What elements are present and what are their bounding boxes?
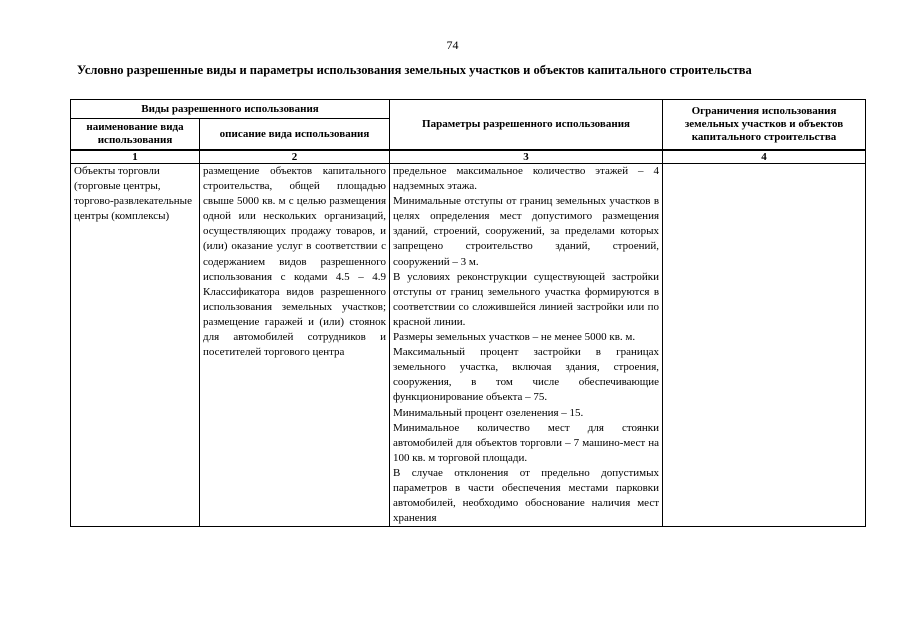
page-number: 74 <box>446 38 459 52</box>
header-group-use-types: Виды разрешенного использования <box>71 100 390 119</box>
params-paragraph: Минимальное количество мест для стоянки автомобилей для объектов торговли – 7 машино-мест на 100 кв. м торговой площади. <box>393 421 660 464</box>
header-use-name: наименование вида использования <box>71 119 200 151</box>
params-paragraph: В случае отклонения от предельно допустимых параметров в части обеспечения местами парковки автомобилей, необходимо обоснование наличия мест хранения <box>393 466 660 525</box>
column-number: 2 <box>200 150 390 164</box>
land-use-table <box>70 99 866 527</box>
params-cell <box>390 164 663 527</box>
column-number: 1 <box>71 150 200 164</box>
params-paragraph: предельное максимальное количество этажей – 4 надземных этажа. <box>393 165 660 193</box>
column-number: 4 <box>663 150 866 164</box>
table-row <box>71 164 866 527</box>
limits-cell <box>663 164 866 527</box>
document-title: Условно разрешенные виды и параметры использования земельных участков и объектов капитального строительства <box>77 63 752 77</box>
column-number: 3 <box>390 150 663 164</box>
use-name-cell: Объекты торговли (торговые центры, торгово-развлекательные центры (комплексы) <box>71 164 200 527</box>
params-paragraph: Размеры земельных участков – не менее 5000 кв. м. <box>393 331 636 344</box>
params-paragraph: Минимальный процент озеленения – 15. <box>393 406 584 419</box>
column-number-row <box>71 150 866 164</box>
params-paragraph: Минимальные отступы от границ земельных участков в целях определения мест допустимого размещения зданий, строений, сооружений, за пределами которых запрещено строительство зданий, строений, сооружений – 3 м. <box>393 195 660 268</box>
params-paragraph: Максимальный процент застройки в границах земельного участка, включая здания, строения, сооружения, в том числе обеспечивающие функционирование объекта – 75. <box>393 346 660 404</box>
header-limits: Ограничения использования земельных участков и объектов капитального строительства <box>663 100 866 151</box>
header-use-description: описание вида использования <box>200 119 390 151</box>
use-description-cell: размещение объектов капитального строительства, общей площадью свыше 5000 кв. м с целью размещения одной или нескольких организаций, осуществляющих продажу товаров, и (или) оказание услуг в соответствии с содержанием видов разрешенного использования с кодами 4.5 – 4.9 Классификатора видов разрешенного использования земельных участков; размещение гаражей и (или) стоянок для автомобилей сотрудников и посетителей торгового центра <box>200 164 390 527</box>
params-paragraph: В условиях реконструкции существующей застройки отступы от границ земельного участка формируются в соответствии со сложившейся линией застройки или по красной линии. <box>393 270 660 328</box>
header-params: Параметры разрешенного использования <box>390 100 663 151</box>
